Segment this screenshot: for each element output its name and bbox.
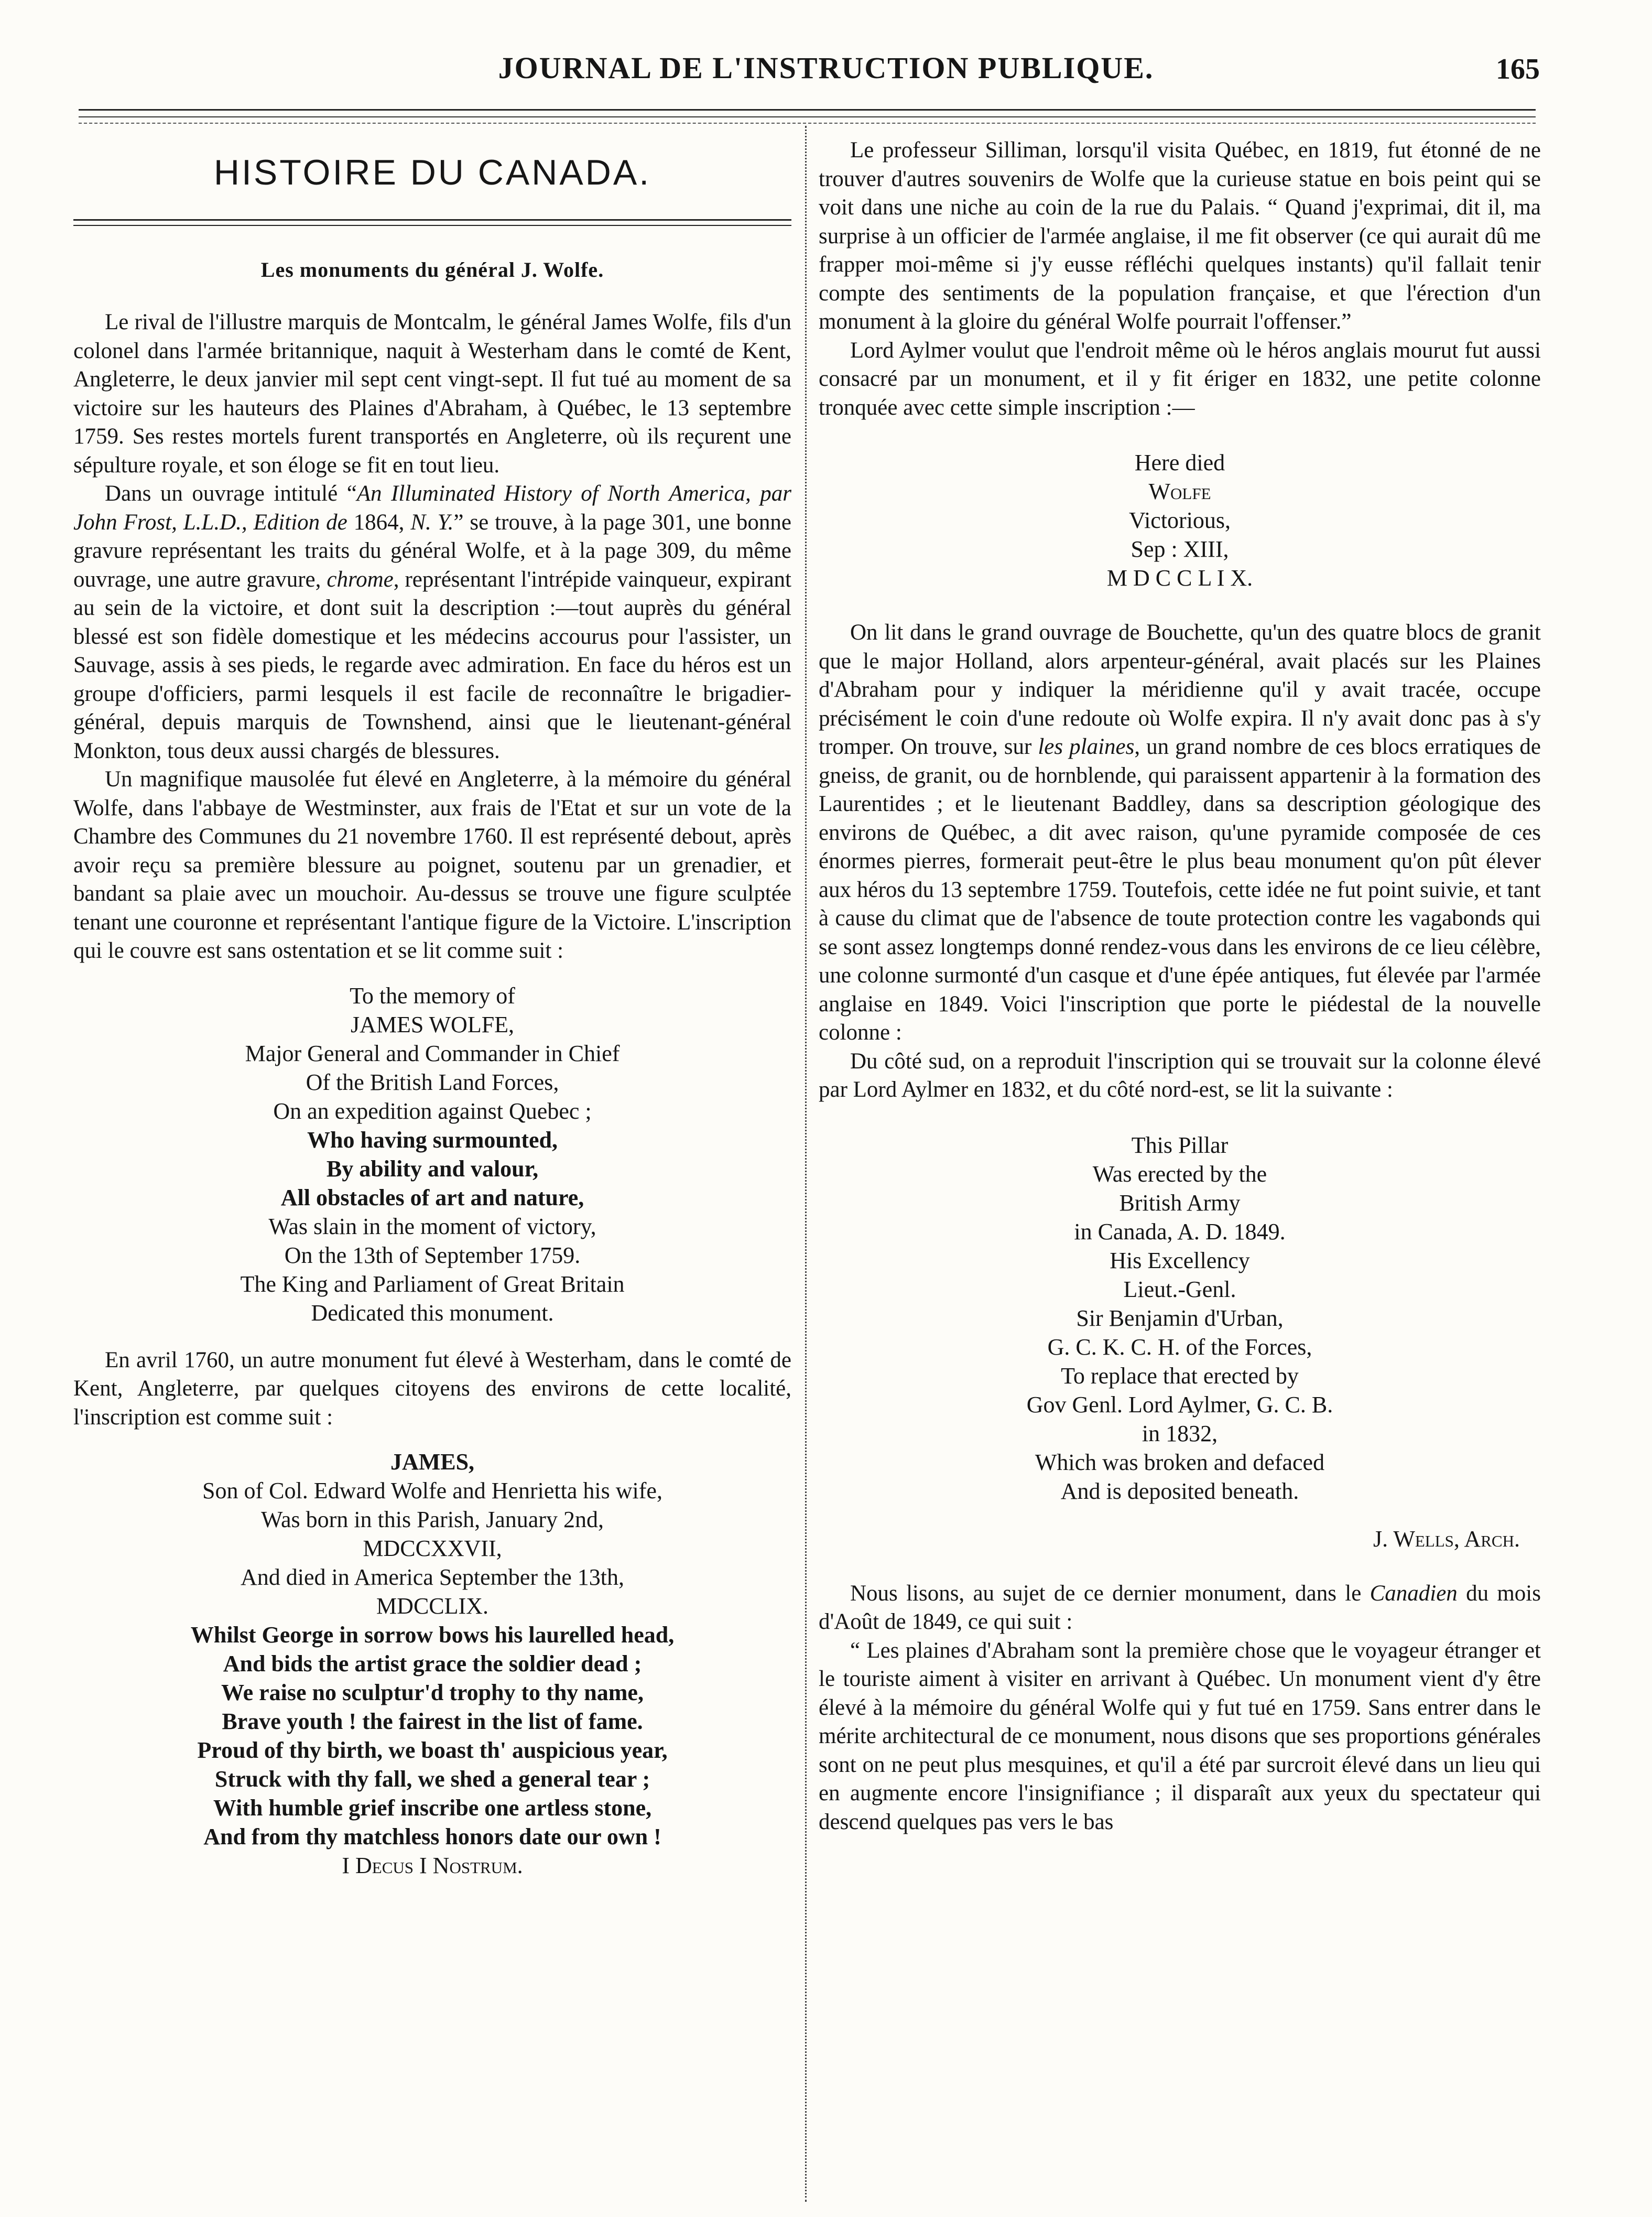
- paragraph: En avril 1760, un autre monument fut élevé à Westerham, dans le comté de Kent, Angleterre, par quelques citoyens des environs de cette localité, l'inscription est comme suit :: [73, 1347, 791, 1430]
- journal-title: JOURNAL DE L'INSTRUCTION PUBLIQUE.: [498, 51, 1154, 85]
- paragraph: [73, 480, 791, 765]
- inscription-line: With humble grief inscribe one artless stone,: [213, 1795, 652, 1821]
- running-head: [0, 50, 1652, 92]
- text-run: , représentant l'intrépide vainqueur, expirant au sein de la victoire, et dont suit la description :—tout auprès du général blessé est son fidèle domestique et les médecins accourus pour l'assister, un Sauvage, assis à ses pieds, le regarde avec admiration. En face du héros est un groupe d'officiers, parmi lesquels il est facile de reconnaître le brigadier-général, depuis marquis de Townshend, ainsi que le lieutenant-général Monkton, tous deux aussi chargés de blessures.: [73, 567, 791, 763]
- inscription-line: Whilst George in sorrow bows his laurelled head,: [190, 1622, 675, 1648]
- inscription-line: Was slain in the moment of victory,: [268, 1213, 596, 1239]
- inscription-westminster: [73, 981, 791, 1327]
- article-title: Les monuments du général J. Wolfe.: [260, 258, 604, 282]
- inscription-line: Struck with thy fall, we shed a general tear ;: [214, 1766, 650, 1792]
- paragraph: “ Les plaines d'Abraham sont la première chose que le voyageur étranger et le touriste aiment à visiter en arrivant à Québec. Un monument vient d'y être élevé à la mémoire du général Wolfe qui y fut tué en 1759. Sans entrer dans le mérite architectural de ce monument, nous disons que ses proportions générales sont on ne peut plus mesquines, et qu'il a été par surcroit élevé dans un lieu qui en augmente encore l'insignifiance ; il disparaît aux yeux du spectateur qui descend quelques pas vers le bas: [819, 1638, 1541, 1834]
- inscription-line: Was born in this Parish, January 2nd,: [261, 1507, 604, 1532]
- place-abbrev: N. Y.: [410, 510, 454, 535]
- inscription-line: On the 13th of September 1759.: [284, 1242, 581, 1268]
- paragraph: [819, 1580, 1541, 1637]
- paragraph: Du côté sud, on a reproduit l'inscription qui se trouvait sur la colonne élevé par Lord Aylmer en 1832, et du côté nord-est, se lit la suivante :: [819, 1048, 1541, 1102]
- inscription-line: Of the British Land Forces,: [306, 1069, 559, 1095]
- inscription-line: British Army: [1119, 1189, 1241, 1216]
- inscription-line: Sir Benjamin d'Urban,: [1076, 1305, 1284, 1331]
- inscription-line: Dedicated this monument.: [311, 1300, 554, 1326]
- inscription-line: To the memory of: [350, 982, 515, 1009]
- inscription-line: Who having surmounted,: [307, 1127, 558, 1153]
- inscription-line: in Canada, A. D. 1849.: [1074, 1218, 1286, 1245]
- inscription-line: Gov Genl. Lord Aylmer, G. C. B.: [1026, 1391, 1333, 1418]
- inscription-line: And bids the artist grace the soldier dead ;: [223, 1651, 642, 1677]
- inscription-line: All obstacles of art and nature,: [280, 1184, 584, 1210]
- paragraph: Un magnifique mausolée fut élevé en Angleterre, à la mémoire du général Wolfe, dans l'abbaye de Westminster, aux frais de l'Etat et sur un vote de la Chambre des Communes du 21 novembre 1760. Il est représenté debout, après avoir reçu sa première blessure au poignet, soutenu par un grenadier, et bandant sa plaie avec un mouchoir. Au-dessus se trouve une figure sculptée tenant une couronne et représentant l'antique figure de la Victoire. L'inscription qui le couvre est sans ostentation et se lit comme suit :: [73, 767, 791, 963]
- inscription-pillar: [819, 1131, 1541, 1506]
- book-title: An Illuminated History of North America, par John Frost, L.L.D., Edition de: [73, 481, 791, 535]
- inscription-line: And from thy matchless honors date our own !: [203, 1824, 661, 1850]
- text-run: 1864,: [347, 510, 411, 535]
- text-run: Dans un ouvrage intitulé “: [105, 481, 357, 506]
- header-rule: [79, 116, 1536, 117]
- inscription-line: I Decus I Nostrum.: [342, 1853, 523, 1878]
- inscription-line: To replace that erected by: [1061, 1362, 1299, 1389]
- inscription-line: Was erected by the: [1092, 1161, 1267, 1187]
- paragraph: Le professeur Silliman, lorsqu'il visita Québec, en 1819, fut étonné de ne trouver d'autres souvenirs de Wolfe que la curieuse statue en bois peint qui se voit dans une niche au coin de la rue du Palais. “ Quand j'exprimai, dit il, ma surprise à un officier de l'armée anglaise, il me fit observer (ce qui aurait dû me frapper moi-même si j'y eusse réfléchi quelques instants) qu'il fallait tenir compte des sentiments de la population française, et que l'érection d'un monument à la gloire du général Wolfe pourrait l'offenser.”: [819, 138, 1541, 334]
- paragraph: Le rival de l'illustre marquis de Montcalm, le général James Wolfe, fils d'un colonel dans l'armée britannique, naquit à Westerham dans le comté de Kent, Angleterre, le deux janvier mil sept cent vingt-sept. Il fut tué au moment de sa victoire sur les hauteurs des Plaines d'Abraham, à Québec, le 13 septembre 1759. Ses restes mortels furent transportés en Angleterre, où ils reçurent une sépulture royale, et son éloge se fit en tout lieu.: [73, 310, 791, 478]
- inscription-line: MDCCLIX.: [376, 1593, 488, 1619]
- inscription-line: We raise no sculptur'd trophy to thy name,: [221, 1680, 644, 1705]
- inscription-line: Son of Col. Edward Wolfe and Henrietta his wife,: [202, 1478, 662, 1504]
- inscription-line: Proud of thy birth, we boast th' auspicious year,: [197, 1737, 668, 1763]
- inscription-line: Lieut.-Genl.: [1123, 1276, 1236, 1302]
- inscription-line: JAMES,: [390, 1449, 475, 1475]
- inscription-line: Which was broken and defaced: [1035, 1449, 1325, 1475]
- paragraph: Lord Aylmer voulut que l'endroit même où le héros anglais mourut fut aussi consacré par un monument, et il y fit ériger en 1832, une petite colonne tronquée avec cette simple inscription :—: [819, 338, 1541, 420]
- right-column: [819, 136, 1541, 1836]
- inscription-aylmer: [819, 448, 1541, 592]
- inscription-line: This Pillar: [1131, 1132, 1229, 1158]
- inscription-line: Sep : XIII,: [1131, 536, 1229, 562]
- inscription-line: MDCCXXVII,: [363, 1535, 502, 1561]
- inscription-line: JAMES WOLFE,: [350, 1011, 515, 1037]
- inscription-line: And died in America September the 13th,: [241, 1564, 624, 1590]
- text-run: ” se trouve, à la page 301, une bonne gravure représentant les traits du général Wolfe, et à la page 309, du même ouvrage, une autre gravure,: [73, 510, 792, 592]
- inscription-line: M D C C L I X.: [1106, 565, 1253, 591]
- newspaper-title: Canadien: [1370, 1581, 1458, 1606]
- header-rule: [79, 123, 1536, 124]
- section-rule: [73, 219, 791, 226]
- inscription-line: And is deposited beneath.: [1060, 1478, 1299, 1504]
- emphasis: chrome: [327, 567, 394, 592]
- inscription-line: Major General and Commander in Chief: [245, 1040, 620, 1066]
- inscription-line: Brave youth ! the fairest in the list of fame.: [222, 1708, 643, 1734]
- inscription-line: Here died: [1134, 450, 1225, 475]
- text-run: Nous lisons, au sujet de ce dernier monument, dans le: [850, 1581, 1370, 1606]
- inscription-line: His Excellency: [1110, 1247, 1250, 1273]
- inscription-line: The King and Parliament of Great Britain: [240, 1271, 625, 1297]
- header-rule: [79, 109, 1536, 111]
- inscription-line: By ability and valour,: [326, 1155, 539, 1182]
- inscription-westerham: [73, 1447, 791, 1880]
- column-divider: [805, 126, 807, 2202]
- left-column: [73, 136, 791, 1899]
- inscription-line: On an expedition against Quebec ;: [273, 1098, 592, 1124]
- text-run: On lit dans le grand ouvrage de Bouchette, qu'un des quatre blocs de granit que le major Holland, alors arpenteur-général, avait placés sur les Plaines d'Abraham pour y indiquer la méridienne qu'il y avait tracée, occupe précisément le coin d'une redoute où Wolfe expira. Il n'y avait donc pas à s'y tromper. On trouve, sur: [819, 620, 1541, 759]
- inscription-line: in 1832,: [1142, 1420, 1218, 1446]
- inscription-line: G. C. K. C. H. of the Forces,: [1047, 1334, 1312, 1360]
- text-run: du mois d'Août de 1849, ce qui suit :: [819, 1581, 1541, 1634]
- inscription-line: Wolfe: [1148, 479, 1211, 504]
- architect-signature: J. Wells, Arch.: [1373, 1526, 1520, 1552]
- text-run: , un grand nombre de ces blocs erratiques de gneiss, de granit, ou de hornblende, qui paraissent appartenir à la formation des Laurentides ; et le lieutenant Baddley, dans sa description géologique des environs de Québec, a dit avec raison, qu'une pyramide composée de ces énormes pierres, formerait peut-être le plus beau monument qu'on pût élever aux héros du 13 septembre 1759. Toutefois, cette idée ne fut point suivie, et tant à cause du climat que de l'absence de toute protection contre les vagabonds qui se sont assez longtemps donné rendez-vous dans les environs de ce lieu célèbre, une colonne surmonté d'un casque et d'une épée antiques, fut élevée par l'armée anglaise en 1849. Voici l'inscription que porte le piédestal de la nouvelle colonne :: [819, 734, 1541, 1045]
- inscription-line: Victorious,: [1128, 507, 1231, 533]
- page-number: 165: [1496, 53, 1540, 85]
- emphasis: les plaines: [1038, 734, 1135, 759]
- paragraph: [819, 619, 1541, 1047]
- section-title: HISTOIRE DU CANADA.: [213, 153, 651, 192]
